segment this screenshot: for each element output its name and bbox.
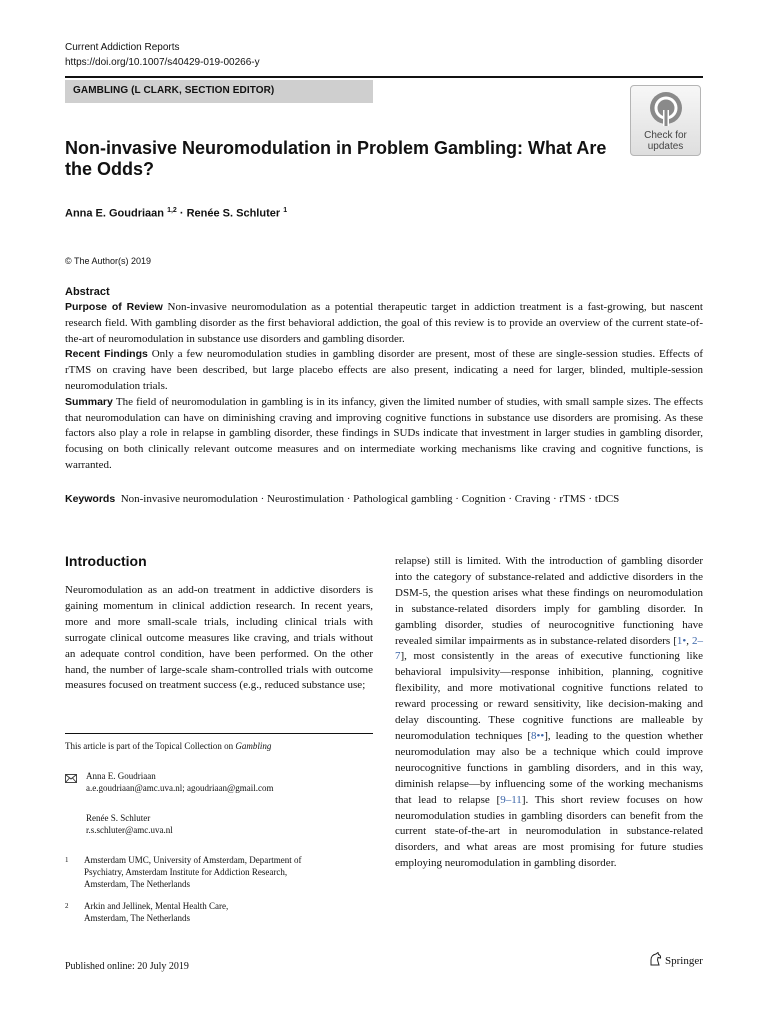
summary-text: The field of neuromodulation in gambling is in its infancy, given the limited number of studies, with small sample sizes. The effects that neuromodulation can have on diminishing craving and improving cognitive functions in substance use disorders are promising. As these factors also play a role in relapse in gambling disorder, these findings in SUDs indicate that investment in larger studies in gambling disorder, focusing on both clinically relevant outcome measures and on intermediate working mechanisms like craving and cognitive functions, is warranted. [65, 395, 703, 471]
author-1[interactable]: Anna E. Goudriaan [65, 207, 165, 220]
section-label: GAMBLING (L CLARK, SECTION EDITOR) [73, 85, 275, 96]
abstract-section [65, 285, 703, 474]
findings-text: Only a few neuromodulation studies in gambling disorder are present, most of these are single-session studies. Effects of rTMS on craving have been described, but large placebo effects are also present, indicating a need for larger, blinded, multiple-session neuromodulation trials. [65, 348, 703, 392]
badge-line-1: Check for [644, 130, 687, 141]
abstract-findings [65, 347, 703, 394]
topical-collection-note [65, 740, 271, 752]
keywords-text: Non-invasive neuromodulation · Neurostimulation · Pathological gambling · Cognition · Craving · rTMS · tDCS [120, 493, 620, 505]
check-for-updates-badge[interactable] [630, 85, 701, 156]
section-band [65, 80, 373, 103]
author-line [65, 204, 287, 221]
abstract-heading: Abstract [65, 286, 110, 298]
author-1-affiliation: 1,2 [167, 207, 177, 214]
corr2-name: Renée S. Schluter [86, 813, 151, 823]
topical-collection-name[interactable]: Gambling [235, 741, 272, 751]
summary-label: Summary [65, 395, 113, 408]
introduction-heading: Introduction [65, 553, 147, 569]
citation-comma: , [686, 634, 692, 647]
author-separator: · [179, 207, 184, 220]
corresponding-author-2 [86, 812, 173, 836]
intro-right-d: ]. This short review focuses on how neuromodulation studies in gambling disorders can benefit from the current state-of-the-art in neuromodulation in substance-related disorders, and what areas are most promising for future studies employing neuromodulation in gambling disorder. [395, 793, 703, 870]
keywords-label: Keywords [65, 493, 116, 505]
findings-label: Recent Findings [65, 348, 148, 361]
publisher-name: Springer [665, 955, 703, 967]
intro-left-column: Neuromodulation as an add-on treatment in addictive disorders is gaining momentum in clinical addiction research. In recent years, more and more small-scale trials, including clinical trials with surrogate clinical outcome measures like craving, and trials without an adequate control condition, have been performed. On the other hand, the number of large-scale sham-controlled trials with outcome measures focused on treatment success (e.g., reduced substance use; [65, 584, 373, 692]
corr2-email[interactable]: r.s.schluter@amc.uva.nl [86, 825, 173, 835]
badge-line-2: updates [647, 141, 684, 152]
author-2-affiliation: 1 [283, 207, 288, 214]
check-for-updates-icon [648, 90, 684, 128]
intro-right-c: ], leading to the question whether neuromodulation may also be a technique which could improve neurocognitive functions in gambling disorders, and in this way, diminish relapse—by influencing some of the working mechanisms that lead to relapse [ [395, 729, 703, 806]
affiliation-2-number: 2 [65, 902, 69, 910]
intro-right-b: ], most consistently in the areas of executive functioning like behavioral impulsivity—response inhibition, planning, cognitive flexibility, and more motivational cognitive functions related to reward processing or reward sensitivity, like decision-making and delay discounting. These cognitive functions are malleable by neuromodulation techniques [ [395, 650, 703, 742]
corr1-name: Anna E. Goudriaan [86, 771, 156, 781]
topical-prefix: This article is part of the Topical Collection on [65, 741, 236, 751]
affiliation-1-line-2: Psychiatry, Amsterdam Institute for Addiction Research, [84, 867, 288, 877]
affiliation-2-line-1: Arkin and Jellinek, Mental Health Care, [84, 901, 229, 911]
intro-right-column [395, 554, 703, 872]
footnote-rule [65, 733, 373, 734]
corr1-email[interactable]: a.e.goudriaan@amc.uva.nl; agoudriaan@gmail.com [86, 783, 274, 793]
affiliation-1-number: 1 [65, 856, 69, 864]
affiliation-1-line-1: Amsterdam UMC, University of Amsterdam, Department of [84, 855, 302, 865]
keywords [65, 492, 703, 507]
springer-horse-icon [649, 952, 662, 966]
published-date: Published online: 20 July 2019 [65, 961, 189, 972]
citation-link[interactable]: 2–7 [395, 634, 703, 663]
citation-link[interactable]: 9–11 [500, 793, 522, 806]
author-2[interactable]: Renée S. Schluter [186, 207, 281, 220]
citation-link[interactable]: 8•• [530, 729, 545, 742]
purpose-text: Non-invasive neuromodulation as a potential therapeutic target in addiction treatment is a fast-growing, but nascent research field. With gambling disorder as the first behavioral addiction, the goal of this review is to provide an overview of the current state-of-the-art of neuromodulation in substance use disorders and gambling disorder. [65, 301, 703, 345]
corresponding-author-1 [86, 770, 274, 794]
envelope-icon [65, 770, 77, 788]
article-title: Non-invasive Neuromodulation in Problem Gambling: What Are the Odds? [65, 138, 607, 179]
affiliation-2-line-2: Amsterdam, The Netherlands [84, 913, 191, 923]
affiliation-1-line-3: Amsterdam, The Netherlands [84, 879, 191, 889]
abstract-purpose [65, 300, 703, 347]
doi-link[interactable]: https://doi.org/10.1007/s40429-019-00266-y [65, 57, 260, 68]
purpose-label: Purpose of Review [65, 301, 163, 313]
header-rule [65, 76, 703, 78]
publisher-logo [649, 952, 703, 968]
copyright-notice: © The Author(s) 2019 [65, 256, 152, 266]
affiliation-2 [65, 900, 365, 928]
intro-right-a: relapse) still is limited. With the introduction of gambling disorder into the category of substance-related and addictive disorders in the DSM-5, the question arises what these findings on neuromodulation in substance-related disorders imply for gambling disorder. In gambling disorder, studies of neurocognitive functioning have revealed similar impairments as in substance-related disorders [ [395, 555, 703, 647]
citation-link[interactable]: 1• [676, 634, 687, 647]
affiliation-1 [65, 854, 365, 894]
abstract-summary [65, 395, 703, 474]
journal-name: Current Addiction Reports [65, 42, 180, 53]
